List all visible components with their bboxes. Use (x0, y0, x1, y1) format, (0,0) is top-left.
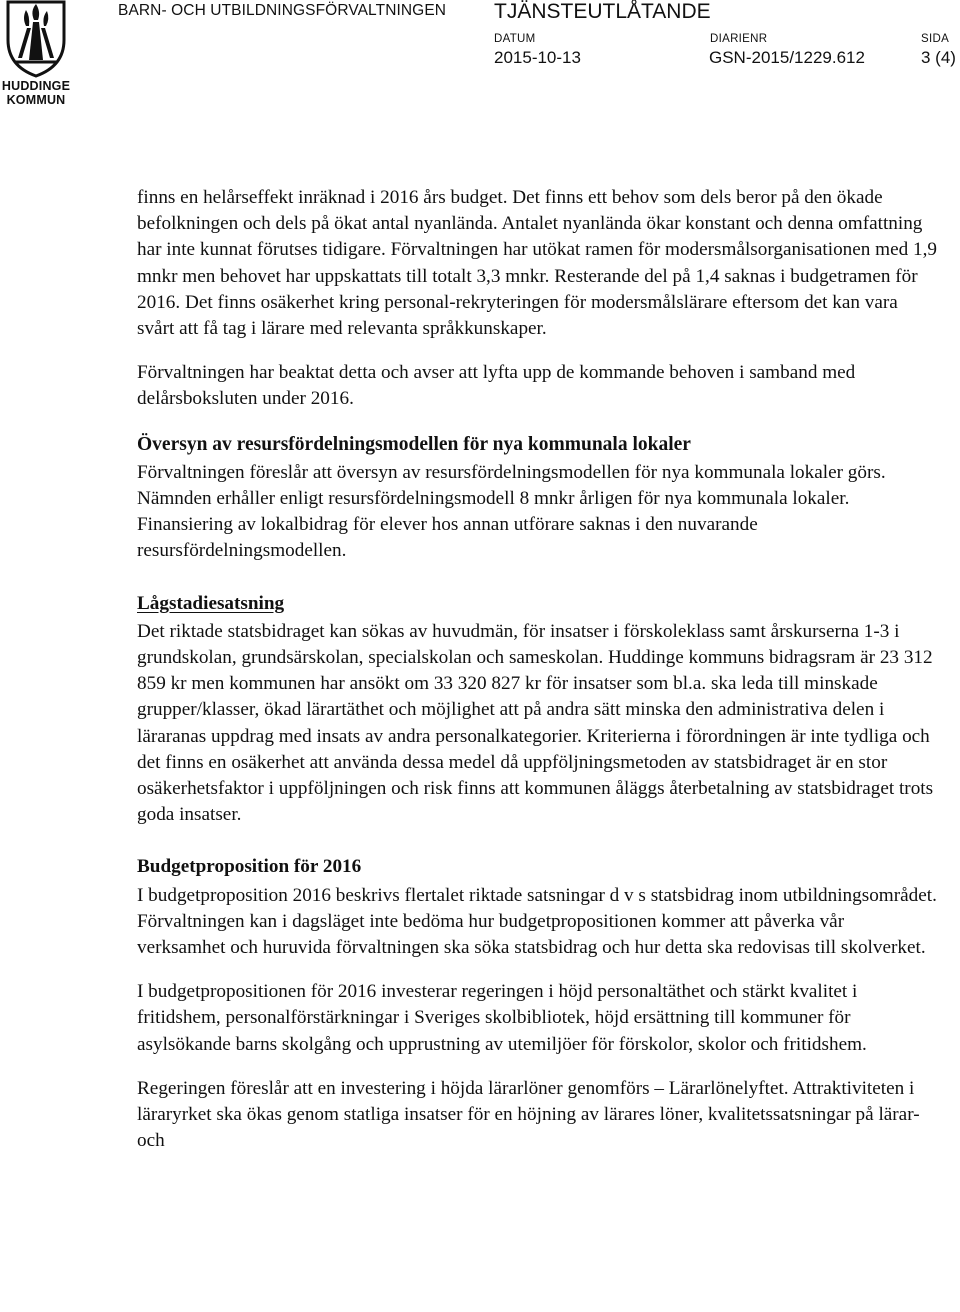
paragraph: Det riktade statsbidraget kan sökas av huvudmän, för insatser i förskoleklass samt årskurserna 1-3 i grundskolan, grundsärskolan, specialskolan och sameskolan. Huddinge kommuns bidragsram är 23 312 859 kr men kommunen har ansökt om 33 320 827 kr för insatser som bl.a. ska leda till minskade grupper/klasser, ökad lärartäthet och möjlighet att på andra sätt minska den administrativa delen i läraranas uppdrag med insats av andra personalkategorier. Kriterierna i förordningen är inte tydliga och det finns en osäkerhet att använda dessa medel då uppföljningsmetoden av statsbidraget är en stor osäkerhetsfaktor i uppföljningen och risk finns att kommunen åläggs återbetalning av statsbidraget trots goda insatser. (137, 620, 934, 826)
paragraph: finns en helårseffekt inräknad i 2016 års budget. Det finns ett behov som dels beror på den ökade befolkningen och dels på ökat antal nyanlända. Antalet nyanlända ökar konstant och denna omfattning har inte kunnat förutses tidigare. Förvaltningen har utökat ramen för modersmålsorganisationen med 1,9 mnkr men behovet har uppskattats till totalt 3,3 mnkr. Resterande del på 1,4 saknas i budgetramen för 2016. Det finns osäkerhet kring personal-rekryteringen för modersmålslärare eftersom det kan vara svårt att få tag i lärare med relevanta språkkunskaper. (137, 187, 937, 340)
paragraph: Förvaltningen har beaktat detta och avser att lyfta upp de kommande behoven i samband med delårsboksluten under 2016. (137, 362, 856, 410)
paragraph: I budgetpropositionen för 2016 investerar regeringen i höjd personaltäthet och stärkt kvalitet i fritidshem, personalförstärkningar i Sveriges skolbibliotek, höjd ersättning till kommuner för asylsökande barns skolgång och upprustning av utemiljöer för förskolor, skolor och fritidshem. (137, 981, 867, 1055)
page-label: SIDA (921, 33, 950, 45)
section-heading: Budgetproposition för 2016 (137, 856, 362, 878)
section-heading: Översyn av resursfördelningsmodellen för nya kommunala lokaler (137, 433, 691, 455)
date-label: DATUM (494, 33, 536, 45)
date-value: 2015-10-13 (494, 48, 581, 67)
municipality-logo (0, 0, 72, 108)
department-name: BARN- OCH UTBILDNINGSFÖRVALTNINGEN (118, 2, 447, 19)
organization-name: HUDDINGE KOMMUN (1, 79, 71, 107)
paragraph: Förvaltningen föreslår att översyn av resursfördelningsmodellen för nya kommunala lokaler görs. Nämnden erhåller enligt resursfördelningsmodell 8 mnkr årligen för nya kommunala lokaler. Finansiering av lokalbidrag för elever hos annan utförare saknas i den nuvarande resursfördelningsmodellen. (137, 461, 886, 562)
reference-label: DIARIENR (710, 33, 768, 45)
coat-of-arms-icon (4, 0, 68, 78)
page-value: 3 (4) (921, 48, 956, 67)
section-heading-text: Lågstadiesatsning (137, 592, 285, 614)
document-type: TJÄNSTEUTLÅTANDE (494, 0, 711, 23)
document-body (137, 183, 937, 1155)
section-heading (137, 591, 937, 617)
reference-value: GSN-2015/1229.612 (709, 48, 865, 67)
paragraph: Regeringen föreslår att en investering i höjda lärarlöner genomförs – Lärarlönelyftet. Attraktiviteten i läraryrket ska ökas genom statliga insatser för en höjning av lärares löner, kvalitetssatsningar på lärar- och (137, 1077, 920, 1152)
paragraph: I budgetproposition 2016 beskrivs flertalet riktade satsningar d v s statsbidrag inom utbildningsområdet. Förvaltningen kan i dagsläget inte bedöma hur budgetpropositionen kommer att påverka vår verksamhet och huruvida förvaltningen ska söka statsbidrag och hur detta ska redovisas till skolverket. (137, 884, 937, 959)
